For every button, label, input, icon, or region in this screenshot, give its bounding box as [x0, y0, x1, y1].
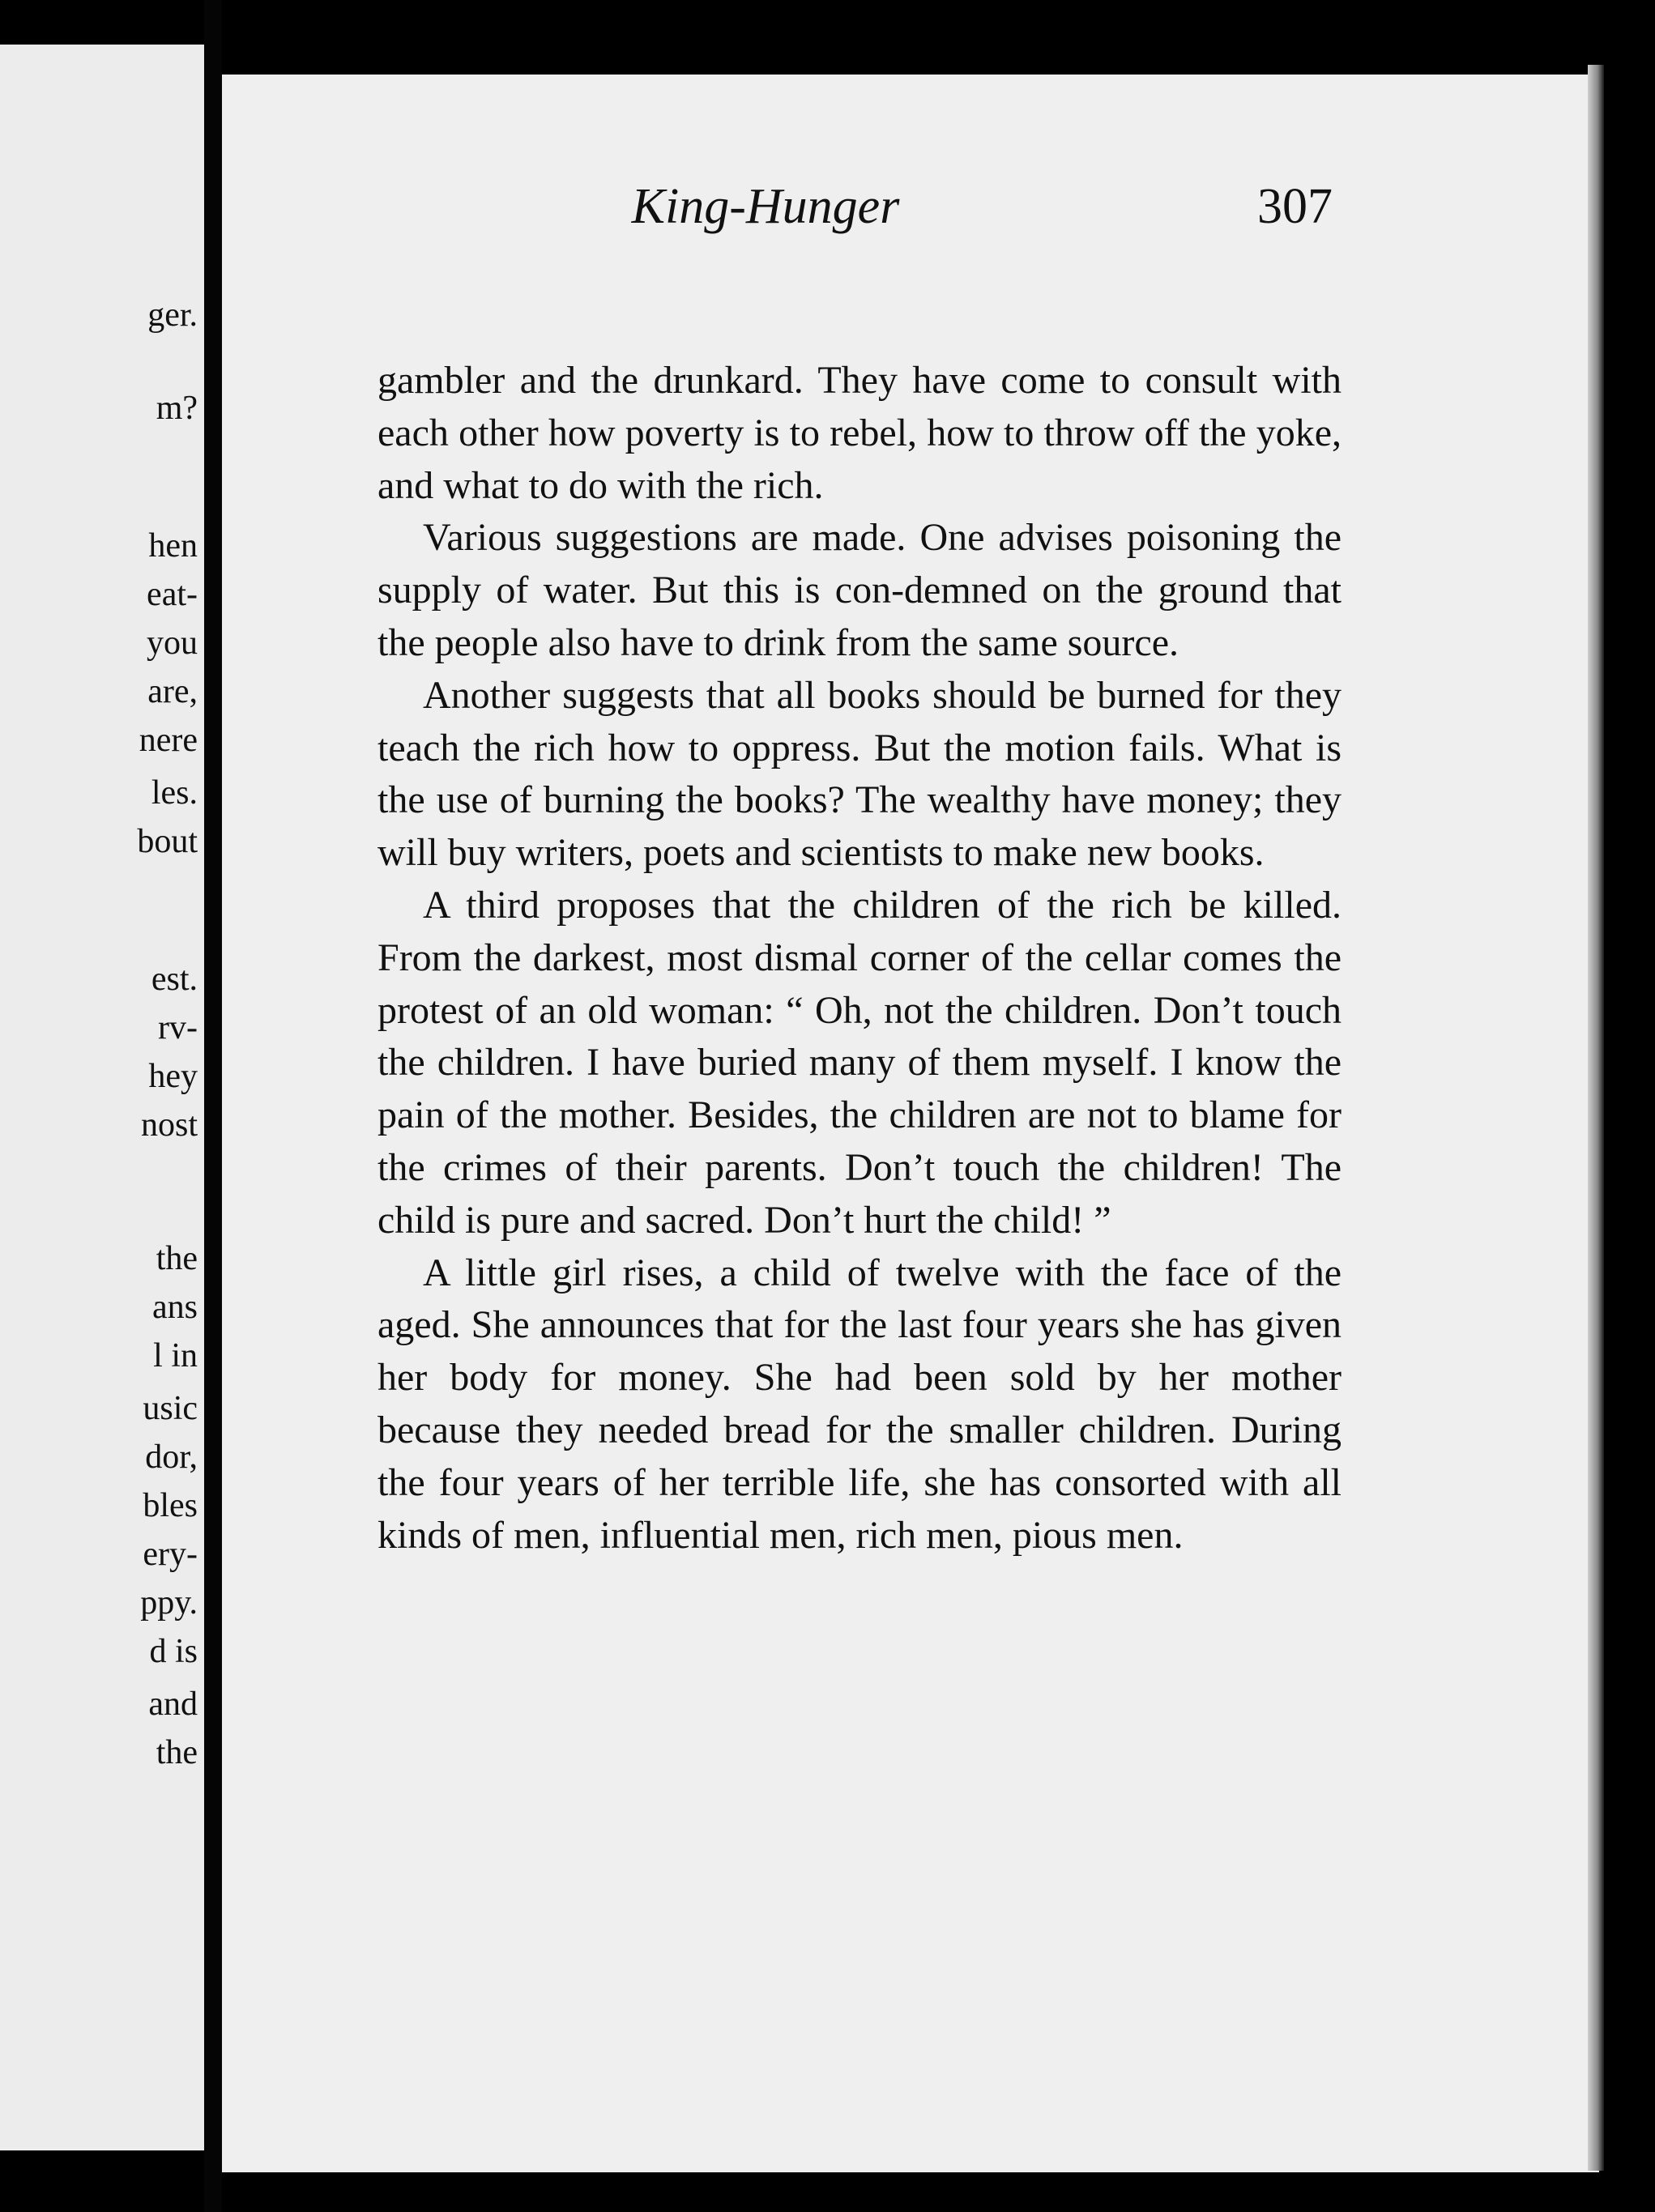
body-text — [377, 355, 1341, 1562]
book-gutter — [204, 0, 222, 2212]
previous-page-fragment: hen — [148, 527, 198, 565]
previous-page-fragment: nere — [139, 722, 198, 759]
previous-page-fragment: rv- — [158, 1009, 198, 1046]
previous-page-fragment: est. — [151, 961, 198, 998]
previous-page-fragment: les. — [151, 774, 198, 812]
paragraph: Another suggests that all books should be burned for they teach the rich how to oppress. But the motion fails. What is the use of burning the books? The wealthy have money; they will buy writers, poets and scientists to make new books. — [377, 673, 1341, 875]
previous-page-fragment: ans — [152, 1289, 198, 1326]
previous-page-edge — [0, 45, 204, 2150]
previous-page-fragment: ery- — [143, 1536, 198, 1573]
previous-page-fragment: are, — [147, 673, 198, 710]
previous-page-fragment: l in — [153, 1337, 198, 1375]
page-edge-shadow — [1588, 65, 1604, 2171]
paragraph: A third proposes that the children of the rich be killed. From the darkest, most dismal corner of the cellar comes the protest of an old woman: “ Oh, not the children. Don’t touch the children. I have buried many of them myself. I know the pain of the mother. Besides, the children are not to blame for the crimes of their parents. Don’t touch the children! The child is pure and sacred. Don’t hurt the child! ” — [377, 883, 1341, 1242]
running-title: King-Hunger — [631, 179, 900, 234]
previous-page-fragment: the — [156, 1240, 198, 1277]
previous-page-fragment: nost — [140, 1106, 198, 1144]
running-head — [381, 178, 1333, 251]
previous-page-fragment: you — [147, 624, 198, 662]
previous-page-fragment: dor, — [145, 1438, 198, 1476]
previous-page-fragment: bout — [137, 823, 198, 860]
previous-page-fragment: bles — [143, 1487, 198, 1524]
previous-page-fragment: d is — [149, 1633, 198, 1670]
previous-page-fragment: usic — [143, 1390, 198, 1427]
previous-page-fragment: m? — [156, 390, 198, 427]
paragraph: Various suggestions are made. One advises poisoning the supply of water. But this is con-demned on the ground that the people also have to drink from the same source. — [377, 516, 1341, 664]
previous-page-fragment: and — [148, 1686, 198, 1723]
previous-page-fragment: eat- — [147, 576, 198, 613]
previous-page-fragment: hey — [148, 1058, 198, 1095]
page-number: 307 — [1257, 179, 1333, 234]
previous-page-fragment: ppy. — [140, 1584, 198, 1622]
previous-page-fragment: the — [156, 1734, 198, 1771]
paragraph: A little girl rises, a child of twelve with the face of the aged. She announces that for the last four years she has given her body for money. She had been sold by her mother because they needed bread for the smaller children. During the four years of her terrible life, she has consorted with all kinds of men, influential men, rich men, pious men. — [377, 1251, 1341, 1557]
previous-page-fragment: ger. — [147, 296, 198, 334]
paragraph: gambler and the drunkard. They have come to consult with each other how poverty is to rebel, how to throw off the yoke, and what to do with the rich. — [377, 359, 1341, 507]
